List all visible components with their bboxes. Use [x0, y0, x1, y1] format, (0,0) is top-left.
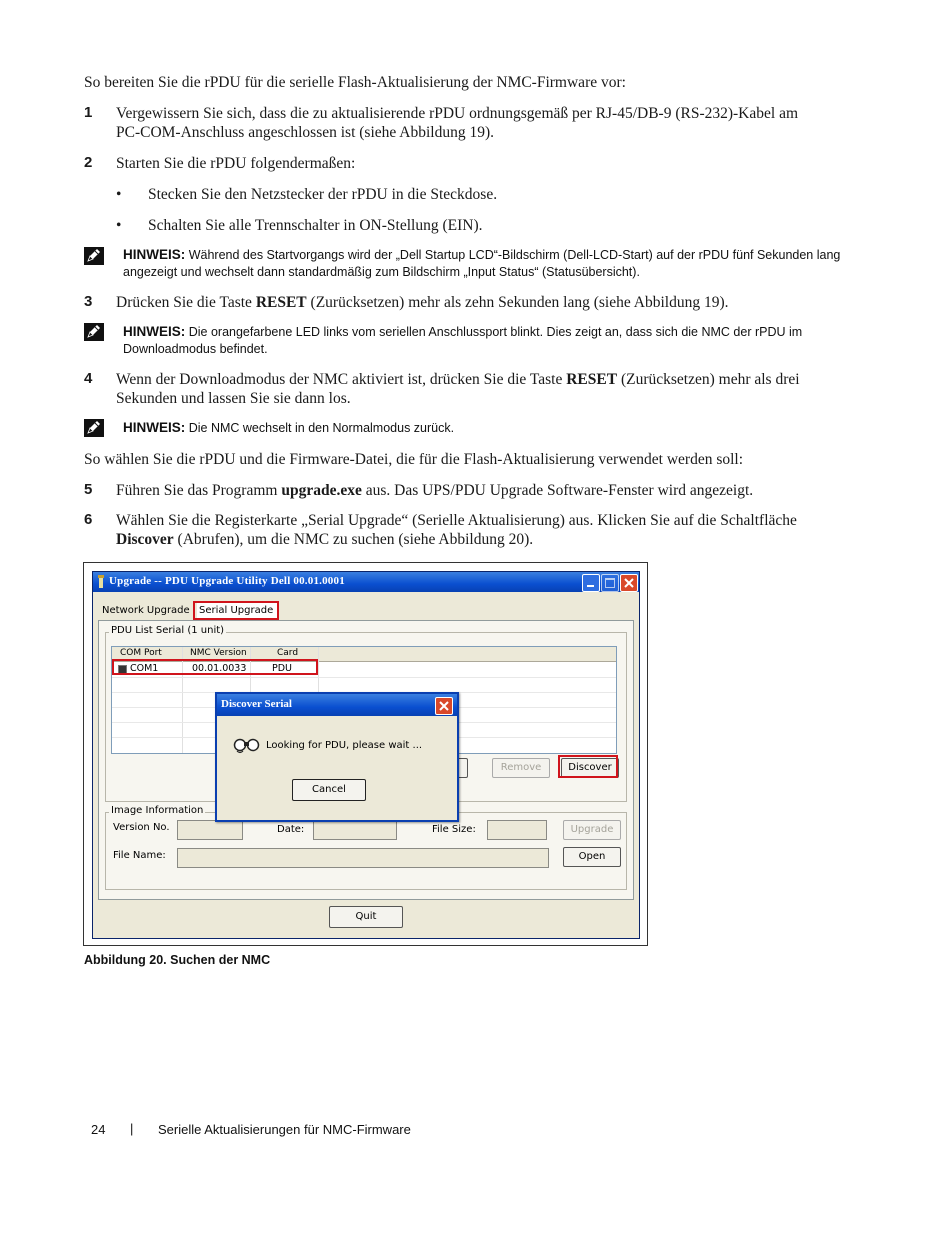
binoculars-icon	[233, 737, 261, 755]
note-pencil-icon	[84, 323, 104, 341]
date-field[interactable]	[313, 820, 397, 840]
step-number: 3	[84, 293, 93, 310]
cancel-button[interactable]: Cancel	[292, 779, 366, 801]
dialog-title: Discover Serial	[221, 698, 292, 710]
note	[123, 323, 863, 358]
dialog-message: Looking for PDU, please wait ...	[266, 740, 423, 751]
figure-screenshot	[83, 562, 648, 946]
step-text	[116, 481, 856, 500]
column-header[interactable]: NMC Version	[190, 648, 247, 658]
discover-dialog	[215, 692, 459, 822]
upgrade-button[interactable]: Upgrade	[563, 820, 621, 840]
step-text-part: (Zurücksetzen) mehr als zehn Sekunden lang (siehe Abbildung 19).	[306, 294, 729, 311]
note	[123, 246, 863, 281]
step-number: 4	[84, 370, 93, 387]
column-header[interactable]: Card	[277, 648, 299, 658]
tab-serial-upgrade[interactable]: Serial Upgrade	[197, 603, 279, 619]
upgrade-window	[92, 571, 640, 939]
date-label: Date:	[277, 824, 305, 835]
remove-button[interactable]: Remove	[492, 758, 550, 778]
close-button[interactable]	[620, 574, 638, 592]
title-bar	[93, 572, 639, 592]
step-text-part: Führen Sie das Programm	[116, 482, 282, 499]
note	[123, 419, 863, 437]
bullet-text: Stecken Sie den Netzstecker der rPDU in die Steckdose.	[148, 186, 498, 203]
highlight-box	[112, 659, 318, 675]
page-number: 24	[91, 1122, 106, 1137]
app-icon	[96, 575, 106, 589]
bullet-text: Schalten Sie alle Trennschalter in ON-Stellung (EIN).	[148, 217, 483, 234]
note-text: Während des Startvorgangs wird der „Dell Startup LCD“-Bildschirm (Dell-LCD-Start) auf der rPDU fünf Sekunden lang	[185, 248, 841, 262]
tab-network-upgrade[interactable]: Network Upgrade	[102, 605, 190, 616]
note-label: HINWEIS:	[123, 324, 186, 339]
step-text-part: aus. Das UPS/PDU Upgrade Software-Fenster wird angezeigt.	[361, 482, 754, 499]
step-text-part: (Abrufen), um die NMC zu suchen (siehe Abbildung 20).	[173, 531, 534, 548]
filesize-label: File Size:	[432, 824, 476, 835]
step-line: Wählen Sie die Registerkarte „Serial Upgrade“ (Serielle Aktualisierung) aus. Klicken Sie auf die Schaltfläche	[116, 512, 797, 529]
step-number: 6	[84, 511, 93, 528]
intro-text: So bereiten Sie die rPDU für die serielle Flash-Aktualisierung der NMC-Firmware vor:	[84, 74, 626, 91]
image-info-group-label: Image Information	[111, 805, 204, 816]
filesize-field[interactable]	[487, 820, 547, 840]
note-pencil-icon	[84, 419, 104, 437]
step-text-bold: RESET	[255, 294, 307, 311]
version-label: Version No.	[113, 822, 170, 833]
note-text: Die orangefarbene LED links vom seriellen Anschlussport blinkt. Dies zeigt an, dass sich die NMC der rPDU im	[185, 325, 803, 339]
bullet-mark: •	[116, 186, 122, 203]
minimize-button[interactable]	[582, 574, 600, 592]
note-text: angezeigt und wechselt dann standardmäßig zum Bildschirm „Input Status“ (Statusübersicht).	[123, 265, 640, 279]
pdu-list-group-label: PDU List Serial (1 unit)	[111, 625, 225, 636]
cell-card: PDU	[272, 663, 292, 674]
cell-com-port: COM1	[130, 663, 159, 674]
step-text-bold: RESET	[566, 371, 618, 388]
dialog-title-bar	[217, 694, 457, 716]
step-line: PC-COM-Anschluss angeschlossen ist (siehe Abbildung 19).	[116, 124, 495, 141]
note-label: HINWEIS:	[123, 420, 186, 435]
footer-section: Serielle Aktualisierungen für NMC-Firmware	[158, 1122, 411, 1137]
dialog-close-button[interactable]	[435, 697, 453, 715]
discover-button[interactable]: Discover	[561, 758, 619, 778]
row-divider	[112, 677, 616, 678]
close-icon	[621, 575, 637, 591]
note-label: HINWEIS:	[123, 247, 186, 262]
step-number: 2	[84, 154, 93, 171]
figure-caption: Abbildung 20. Suchen der NMC	[84, 953, 271, 967]
open-button[interactable]: Open	[563, 847, 621, 867]
highlight-box	[558, 755, 618, 778]
step-line: Sekunden und lassen Sie sie dann los.	[116, 390, 351, 407]
column-header[interactable]: COM Port	[120, 648, 162, 658]
step-text-bold: upgrade.exe	[281, 482, 362, 499]
step-number: 5	[84, 481, 93, 498]
version-field[interactable]	[177, 820, 243, 840]
note-text: Downloadmodus befindet.	[123, 342, 268, 356]
filename-label: File Name:	[113, 850, 166, 861]
highlight-box	[193, 601, 279, 620]
step-text-part: (Zurücksetzen) mehr als drei	[617, 371, 800, 388]
step-line: Vergewissern Sie sich, dass die zu aktualisierende rPDU ordnungsgemäß per RJ-45/DB-9 (RS-232)-Kabel am	[116, 105, 798, 122]
maximize-button[interactable]	[601, 574, 619, 592]
window-title: Upgrade -- PDU Upgrade Utility Dell 00.01.0001	[109, 575, 345, 587]
footer-separator: |	[130, 1121, 134, 1136]
step-text	[116, 104, 856, 142]
quit-button[interactable]: Quit	[329, 906, 403, 928]
step-text	[116, 370, 856, 408]
step-text	[116, 511, 856, 549]
step-text-part: Wenn der Downloadmodus der NMC aktiviert ist, drücken Sie die Taste	[116, 371, 567, 388]
step-text: Starten Sie die rPDU folgendermaßen:	[116, 155, 356, 172]
note-text: Die NMC wechselt in den Normalmodus zurück.	[185, 421, 455, 435]
step-text-part: Drücken Sie die Taste	[116, 294, 256, 311]
filename-field[interactable]	[177, 848, 549, 868]
bullet-mark: •	[116, 217, 122, 234]
intro-text: So wählen Sie die rPDU und die Firmware-Datei, die für die Flash-Aktualisierung verwendet werden soll:	[84, 451, 744, 468]
step-text-bold: Discover	[116, 531, 174, 548]
close-icon	[436, 698, 452, 714]
step-text	[116, 293, 856, 312]
note-pencil-icon	[84, 247, 104, 265]
cell-nmc-version: 00.01.0033	[192, 663, 247, 674]
step-number: 1	[84, 104, 93, 121]
